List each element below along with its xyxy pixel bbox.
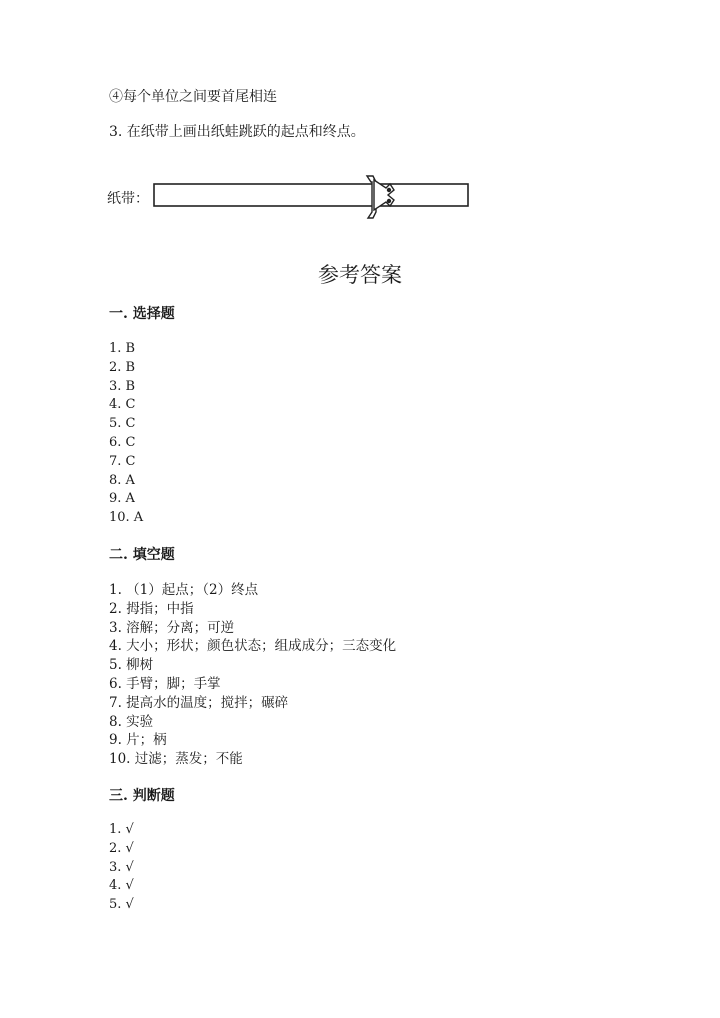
list-item: 2. √ <box>109 840 134 856</box>
judge-answers-list <box>109 821 134 915</box>
paper-strip-label: 纸带： <box>107 191 149 207</box>
paper-strip <box>154 184 468 206</box>
list-item: 8. A <box>109 472 135 488</box>
list-item: 9. A <box>109 491 135 507</box>
list-item: 1. B <box>109 341 136 356</box>
list-item: 10. A <box>109 510 144 526</box>
fill-answers-list <box>109 581 396 769</box>
list-item: 3. 溶解；分离；可逆 <box>109 619 235 636</box>
list-item: 7. 提高水的温度；搅拌；碾碎 <box>109 694 289 711</box>
section-heading-judge: 三. 判断题 <box>109 788 175 804</box>
list-item: 10. 过滤；蒸发；不能 <box>109 751 243 768</box>
list-item: 2. 拇指；中指 <box>109 600 194 617</box>
list-item: 6. 手臂；脚；手掌 <box>109 675 221 692</box>
list-item: 7. C <box>109 453 136 469</box>
list-item: 9. 片；柄 <box>109 732 167 749</box>
section-heading-choice: 一. 选择题 <box>109 306 175 322</box>
list-item: 4. 大小；形状；颜色状态；组成成分；三态变化 <box>109 638 397 655</box>
paper-strip-figure <box>150 172 472 224</box>
list-item: 2. B <box>109 359 136 375</box>
question-3: 3. 在纸带上画出纸蛙跳跃的起点和终点。 <box>109 124 365 140</box>
list-item: 6. C <box>109 434 136 450</box>
list-item: 3. B <box>109 378 136 394</box>
list-item: 4. √ <box>109 878 134 894</box>
list-item: 5. 柳树 <box>109 657 154 674</box>
list-item: 5. √ <box>109 897 134 913</box>
question-item-4: ④每个单位之间要首尾相连 <box>109 89 277 105</box>
list-item: 1. √ <box>109 822 134 837</box>
section-heading-fill: 二. 填空题 <box>109 547 175 563</box>
answer-title: 参考答案 <box>318 263 402 287</box>
list-item: 8. 实验 <box>109 713 154 730</box>
list-item: 4. C <box>109 397 136 413</box>
list-item: 5. C <box>109 416 136 432</box>
choice-answers-list <box>109 340 143 528</box>
list-item: 3. √ <box>109 859 134 875</box>
list-item: 1. （1）起点；（2）终点 <box>109 582 259 598</box>
